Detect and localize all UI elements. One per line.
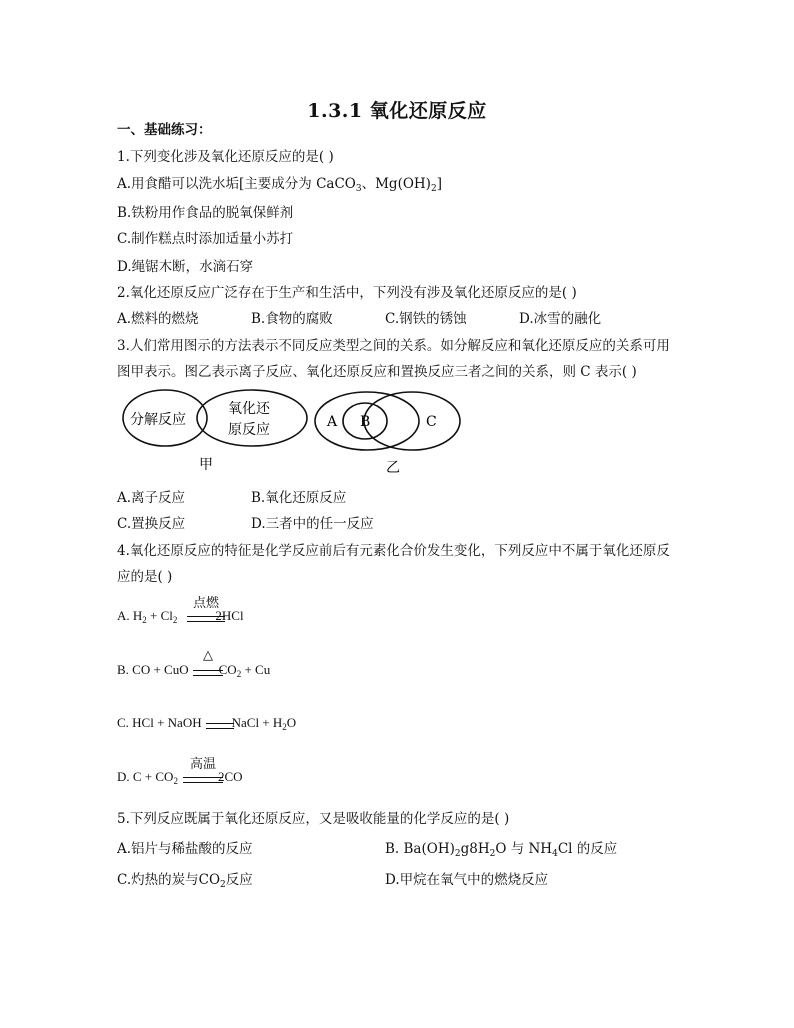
q5-option-c: C.灼热的炭与$CO_2$反应 (117, 872, 253, 890)
fig-yi-caption: 乙 (386, 460, 400, 476)
equals-bar (183, 777, 223, 783)
q2-option-b: B.食物的腐败 (251, 311, 333, 327)
q3-option-b: B.氧化还原反应 (251, 490, 347, 506)
condition-heat: △ (203, 647, 213, 662)
q1-option-d: D.绳锯木断，水滴石穿 (117, 259, 254, 275)
equals-bar (206, 723, 234, 729)
q5-option-d: D.甲烷在氧气中的燃烧反应 (385, 872, 549, 888)
fig-jia-right-label-2: 原反应 (228, 422, 270, 438)
condition-ignite: 点燃 (192, 595, 219, 610)
q5-option-a: A.铝片与稀盐酸的反应 (117, 841, 253, 857)
venn-diagrams (122, 388, 467, 480)
q2-stem: 2.氧化还原反应广泛存在于生产和生活中，下列没有涉及氧化还原反应的是( ) (117, 285, 577, 301)
q4-stem-line2: 应的是( ) (117, 569, 173, 585)
equals-bar (193, 670, 223, 676)
q4-option-a: A. $H_2 + Cl_2$ 2HCl 点燃 (117, 608, 244, 625)
fig-yi-label-c: C (426, 414, 437, 430)
q3-stem-line2: 图甲表示。图乙表示离子反应、氧化还原反应和置换反应三者之间的关系，则 C 表示( ) (117, 364, 637, 380)
q4-stem-line1: 4.氧化还原反应的特征是化学反应前后有元素化合价发生变化，下列反应中不属于氧化还原反 (117, 543, 670, 559)
q3-stem-line1: 3.人们常用图示的方法表示不同反应类型之间的关系。如分解反应和氧化还原反应的关系可用 (117, 338, 670, 354)
page-title: 1.3.1 氧化还原反应 (307, 100, 487, 122)
q1-stem: 1.下列变化涉及氧化还原反应的是( ) (117, 149, 334, 165)
q4-option-c: C. HCl + NaOH NaCl + $H_2O$ (117, 715, 297, 732)
q3-option-d: D.三者中的任一反应 (251, 516, 374, 532)
fig-jia-caption: 甲 (199, 457, 213, 473)
right-ellipse-c (364, 392, 460, 450)
q5-option-b: B. $Ba(OH)_2g8H_2O$ 与 $NH_4Cl$ 的反应 (385, 841, 618, 859)
q3-option-a: A.离子反应 (117, 490, 186, 506)
q1-option-b: B.铁粉用作食品的脱氧保鲜剂 (117, 205, 294, 221)
fig-jia-right-label-1: 氧化还 (228, 401, 270, 417)
q2-option-c: C.钢铁的锈蚀 (385, 311, 467, 327)
q2-option-a: A.燃料的燃烧 (117, 311, 199, 327)
q4-option-d: D. $C + CO_2$ 2CO 高温 (117, 769, 243, 786)
fig-jia-left-label: 分解反应 (130, 412, 186, 428)
q1-option-a: A.用食醋可以洗水垢[主要成分为 CaCO$_3$、$Mg(OH)_2$] (117, 176, 442, 194)
q5-stem: 5.下列反应既属于氧化还原反应，又是吸收能量的化学反应的是( ) (117, 811, 510, 827)
figure-yi (315, 392, 460, 476)
q2-option-d: D.冰雪的融化 (519, 311, 602, 327)
section-heading: 一、基础练习： (117, 122, 212, 138)
fig-yi-label-a: A (327, 414, 338, 430)
condition-high-temp: 高温 (189, 756, 216, 771)
equals-bar (187, 616, 225, 622)
q4-option-b: B. CO + CuO $CO_2 + Cu$ △ (117, 647, 271, 679)
figure-jia (123, 390, 307, 473)
q1-option-c: C.制作糕点时添加适量小苏打 (117, 231, 294, 247)
q3-option-c: C.置换反应 (117, 516, 186, 532)
fig-yi-label-b: B (360, 414, 371, 430)
